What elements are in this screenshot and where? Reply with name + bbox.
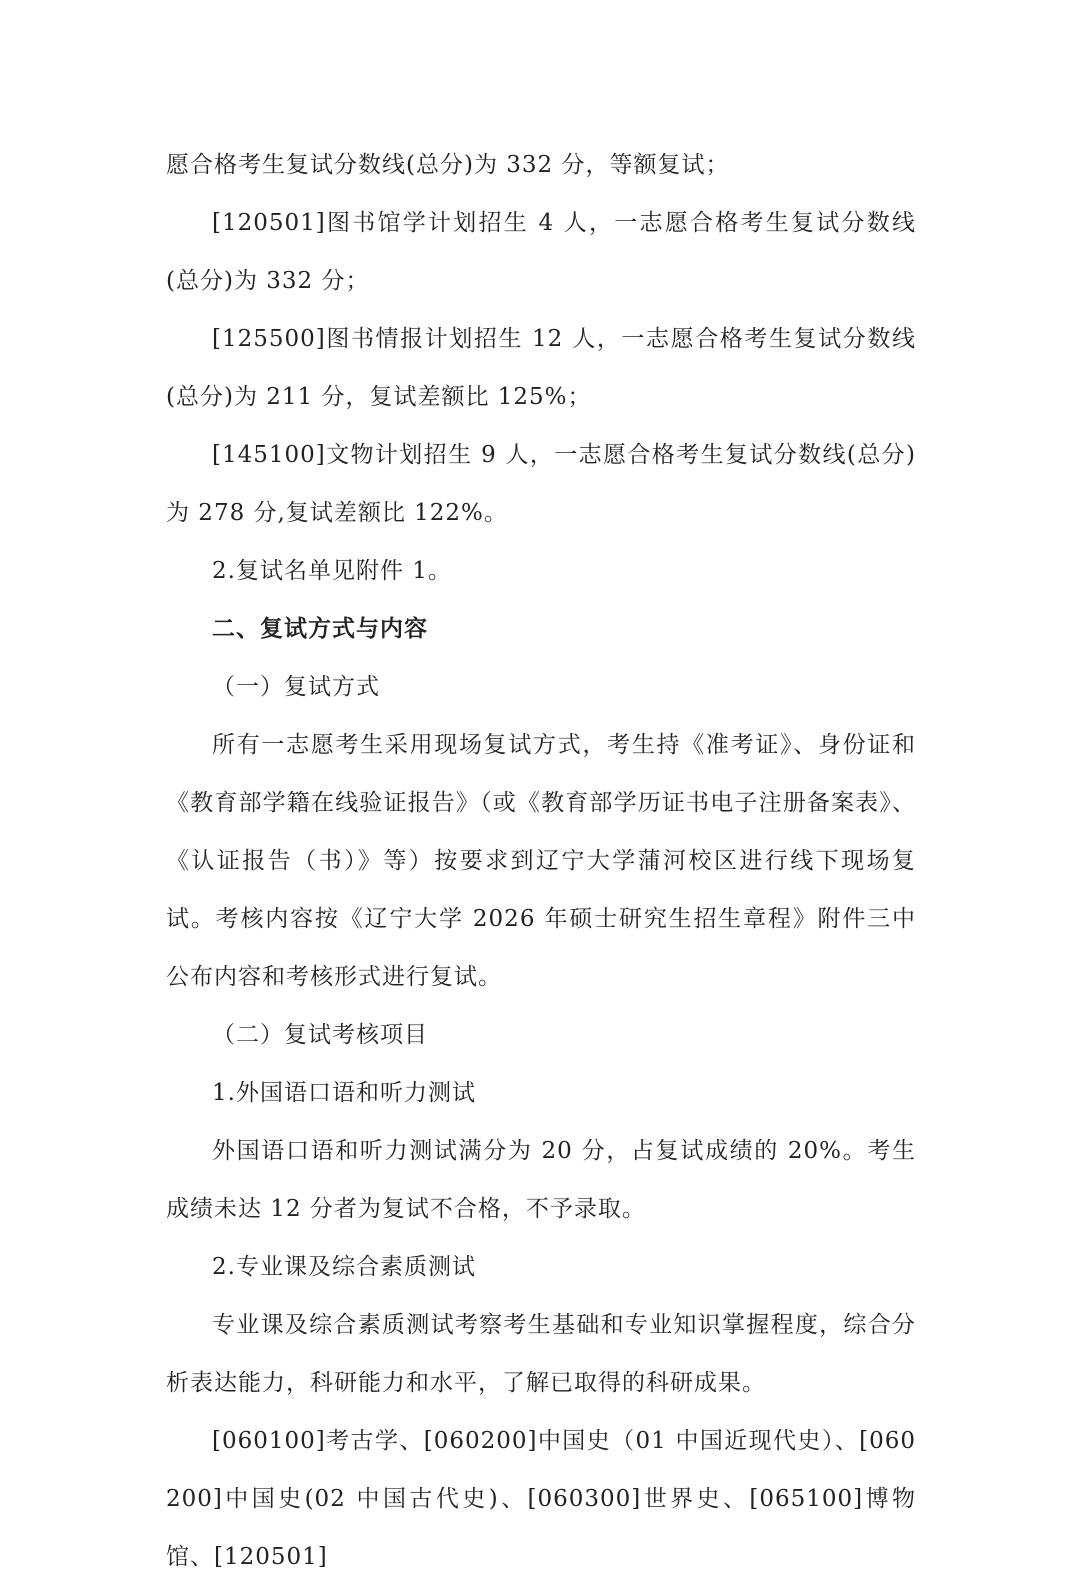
paragraph-foreign-language-test: 外国语口语和听力测试满分为 20 分，占复试成绩的 20%。考生成绩未达 12 分者为复试不合格，不予录取。: [166, 1138, 916, 1222]
subheading-assessment-items: （二）复试考核项目: [212, 1022, 428, 1048]
paragraph-145100: [145100]文物计划招生 9 人，一志愿合格考生复试分数线(总分)为 278 分,复试差额比 122%。: [166, 442, 916, 526]
item-foreign-language-test: 1.外国语口语和听力测试: [212, 1080, 476, 1106]
item-professional-test: 2.专业课及综合素质测试: [212, 1254, 476, 1280]
paragraph-retest-method: 所有一志愿考生采用现场复试方式，考生持《准考证》、身份证和《教育部学籍在线验证报告》（或《教育部学历证书电子注册备案表》、《认证报告（书）》等）按要求到辽宁大学蒲河校区进行线下现场复试。考核内容按《辽宁大学 2026 年硕士研究生招生章程》附件三中公布内容和考核形式进行复试。: [166, 732, 916, 990]
paragraph-120501: [120501]图书馆学计划招生 4 人，一志愿合格考生复试分数线(总分)为 332 分；: [166, 210, 916, 294]
paragraph-continuation: 愿合格考生复试分数线(总分)为 332 分，等额复试；: [166, 152, 730, 178]
subheading-retest-method: （一）复试方式: [212, 674, 380, 700]
paragraph-professional-test: 专业课及综合素质测试考察考生基础和专业知识掌握程度，综合分析表达能力，科研能力和水平，了解已取得的科研成果。: [166, 1312, 916, 1396]
paragraph-125500: [125500]图书情报计划招生 12 人，一志愿合格考生复试分数线(总分)为 211 分，复试差额比 125%；: [166, 326, 916, 410]
document-body: [166, 136, 916, 1586]
paragraph-list-note: 2.复试名单见附件 1。: [212, 558, 452, 584]
section-heading-retest-method: 二、复试方式与内容: [212, 616, 428, 642]
paragraph-program-list: [060100]考古学、[060200]中国史（01 中国近现代史）、[060200]中国史(02 中国古代史)、[060300]世界史、[065100]博物馆、[120501]: [166, 1428, 916, 1570]
